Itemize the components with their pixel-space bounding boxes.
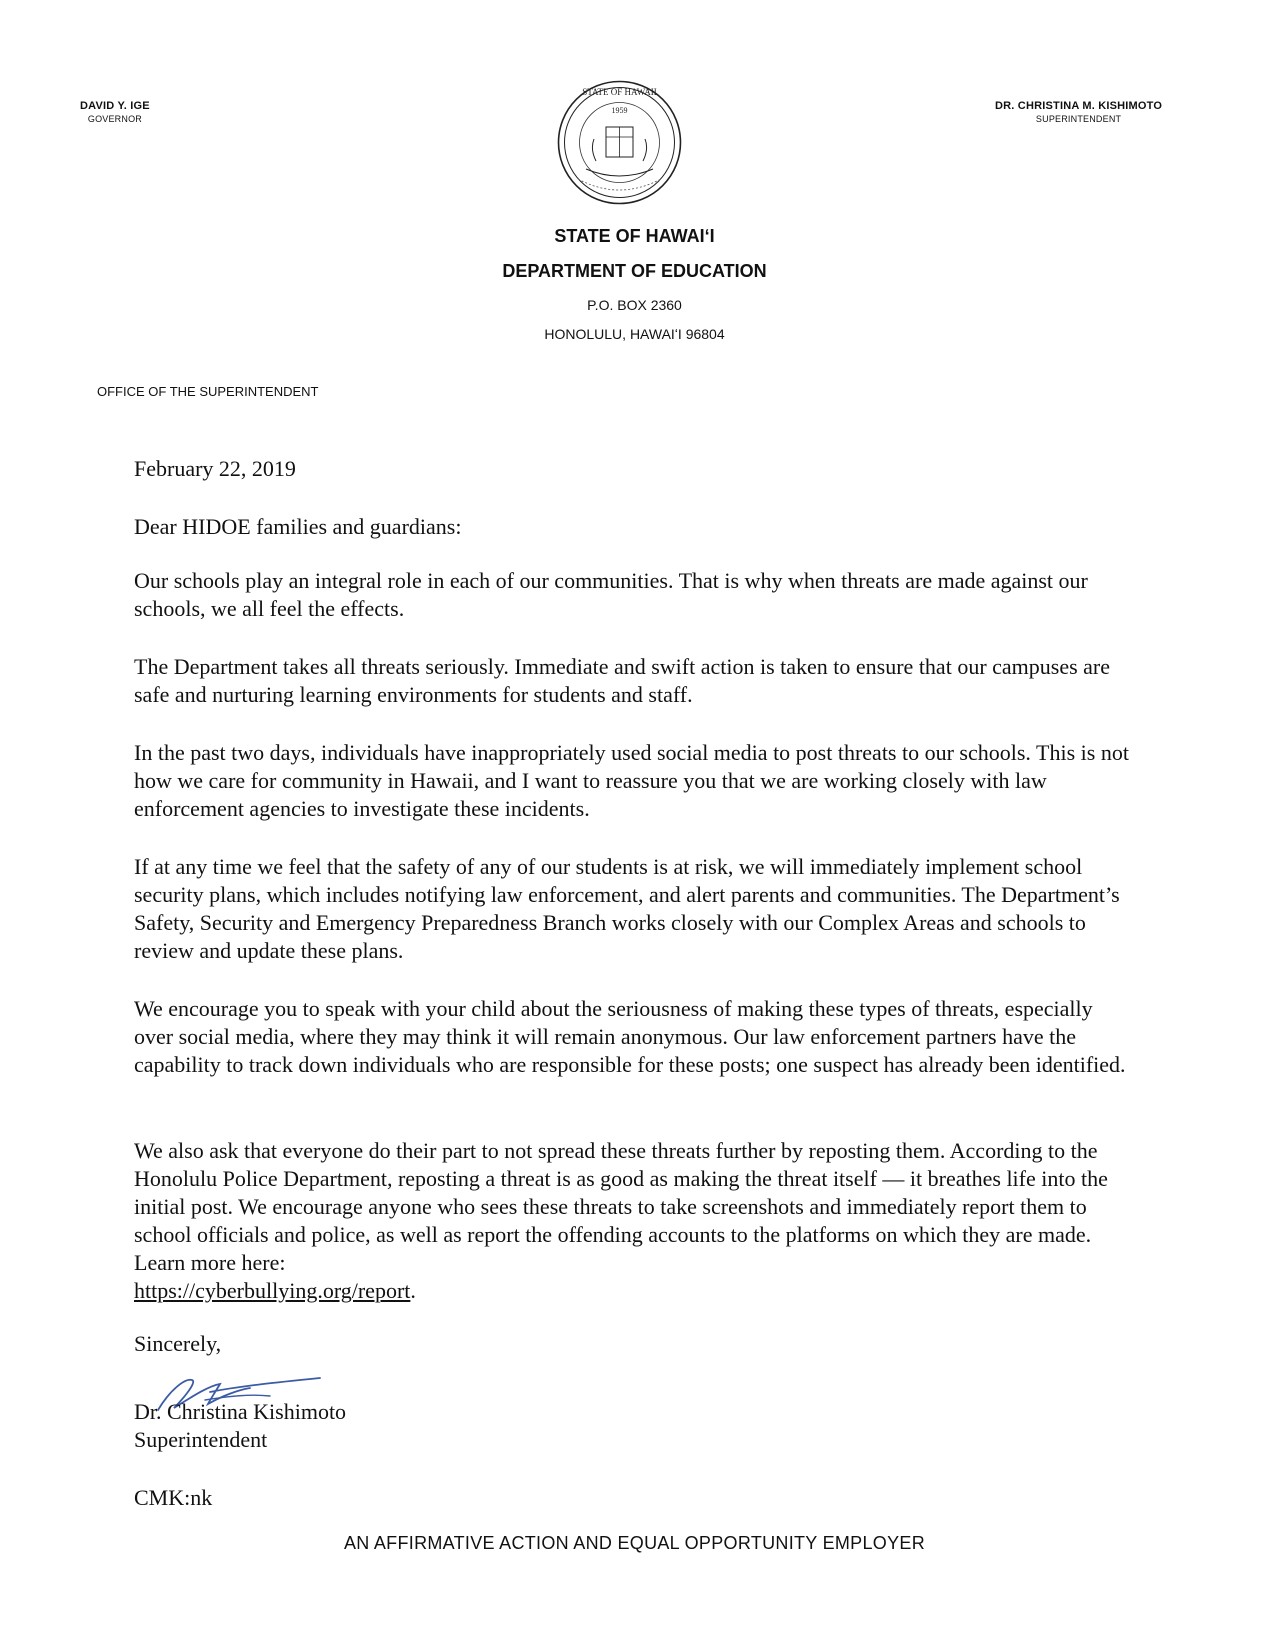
svg-text:1959: 1959 xyxy=(611,106,628,115)
office-label: OFFICE OF THE SUPERINTENDENT xyxy=(97,384,319,399)
governor-title: GOVERNOR xyxy=(87,114,142,124)
report-link[interactable]: https://cyberbullying.org/report xyxy=(134,1278,411,1303)
paragraph-4: If at any time we feel that the safety of any of our students is at risk, we will immediately implement school security plans, which includes notifying law enforcement, and alert parents and communities. The Department’s Safety, Security and Emergency Preparedness Branch works closely with our Complex Areas and schools to review and update these plans. xyxy=(134,854,1120,963)
link-suffix: . xyxy=(410,1278,416,1303)
paragraph-3: In the past two days, individuals have inappropriately used social media to post threats to our schools. This is not how we care for community in Hawaii, and I want to reassure you that we are working closely with law enforcement agencies to investigate these incidents. xyxy=(134,740,1129,821)
governor-name: DAVID Y. IGE xyxy=(80,100,150,112)
org-city: HONOLULU, HAWAIʻI 96804 xyxy=(544,326,725,342)
superintendent-title: SUPERINTENDENT xyxy=(1035,114,1122,124)
paragraph-1: Our schools play an integral role in each of our communities. That is why when threats are made against our schools, we all feel the effects. xyxy=(134,568,1088,621)
org-po-box: P.O. BOX 2360 xyxy=(587,297,682,313)
superintendent-name: DR. CHRISTINA M. KISHIMOTO xyxy=(995,100,1163,112)
footer-text: AN AFFIRMATIVE ACTION AND EQUAL OPPORTUNITY EMPLOYER xyxy=(343,1533,926,1553)
salutation: Dear HIDOE families and guardians: xyxy=(134,514,462,539)
paragraph-6 xyxy=(134,1137,1134,1305)
svg-text:STATE OF HAWAII: STATE OF HAWAII xyxy=(582,87,657,97)
signer-title: Superintendent xyxy=(134,1427,268,1452)
paragraph-2: The Department takes all threats seriously. Immediate and swift action is taken to ensure that our campuses are safe and nurturing learning environments for students and staff. xyxy=(134,654,1111,707)
letter-date: February 22, 2019 xyxy=(134,456,296,481)
closing: Sincerely, xyxy=(134,1331,222,1356)
initials: CMK:nk xyxy=(134,1485,213,1510)
superintendent-block xyxy=(995,100,1162,126)
state-seal-icon xyxy=(556,79,683,206)
governor-block xyxy=(80,100,150,126)
signer-name: Dr. Christina Kishimoto xyxy=(134,1399,347,1424)
paragraph-6-text: We also ask that everyone do their part to not spread these threats further by reposting them. According to the Honolulu Police Department, reposting a threat is as good as making the threat itself — it breathes life into the initial post. We encourage anyone who sees these threats to take screenshots and immediately report them to school officials and police, as well as report the offending accounts to the platforms on which they are made. Learn more here: xyxy=(134,1138,1108,1275)
paragraph-5: We encourage you to speak with your child about the seriousness of making these types of threats, especially over social media, where they may think it will remain anonymous. Our law enforcement partners have the capability to track down individuals who are responsible for these posts; one suspect has already been identified. xyxy=(134,996,1126,1077)
org-department: DEPARTMENT OF EDUCATION xyxy=(502,261,767,281)
org-state: STATE OF HAWAIʻI xyxy=(554,226,715,246)
